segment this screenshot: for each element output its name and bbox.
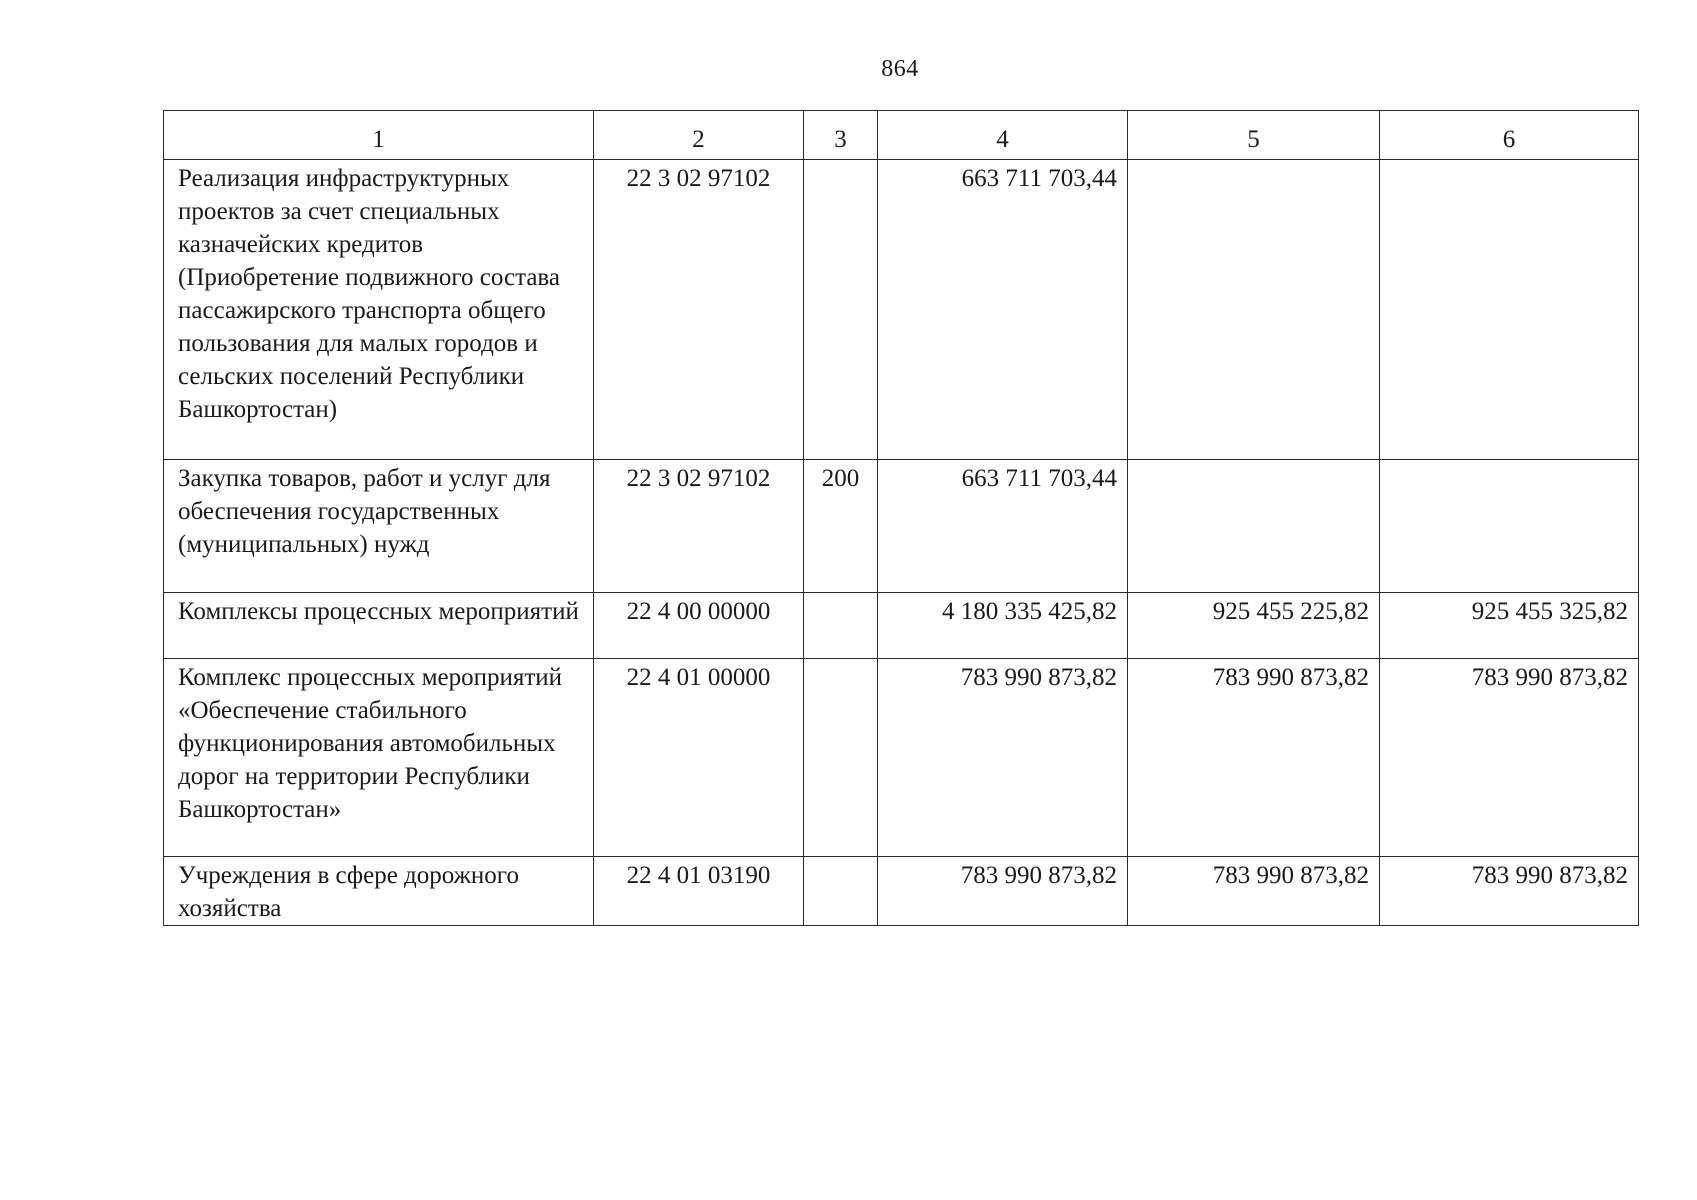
table-row xyxy=(164,857,1639,926)
row-year3: 783 990 873,82 xyxy=(1380,659,1639,857)
row-year1: 663 711 703,44 xyxy=(878,160,1128,460)
row-type xyxy=(804,659,878,857)
table-header-row xyxy=(164,111,1639,160)
budget-table xyxy=(163,110,1639,926)
column-header-year1: 4 xyxy=(878,111,1128,160)
row-year3: 925 455 325,82 xyxy=(1380,593,1639,659)
page-number: 864 xyxy=(881,56,919,82)
row-year2: 925 455 225,82 xyxy=(1128,593,1380,659)
column-header-code: 2 xyxy=(594,111,804,160)
row-year2 xyxy=(1128,160,1380,460)
row-name: Реализация инфраструктурных проектов за счет специальных казначейских кредитов (Приобретение подвижного состава пассажирского транспорта общего пользования для малых городов и сельских поселений Республики Башкортостан) xyxy=(164,160,594,460)
row-year1: 783 990 873,82 xyxy=(878,857,1128,926)
row-type xyxy=(804,593,878,659)
row-code: 22 3 02 97102 xyxy=(594,160,804,460)
row-year3 xyxy=(1380,160,1639,460)
column-header-year3: 6 xyxy=(1380,111,1639,160)
row-year3: 783 990 873,82 xyxy=(1380,857,1639,926)
row-year1: 663 711 703,44 xyxy=(878,460,1128,593)
column-header-name: 1 xyxy=(164,111,594,160)
table-row xyxy=(164,160,1639,460)
table-row xyxy=(164,659,1639,857)
table-row xyxy=(164,593,1639,659)
row-code: 22 4 01 03190 xyxy=(594,857,804,926)
row-year2: 783 990 873,82 xyxy=(1128,857,1380,926)
row-year2 xyxy=(1128,460,1380,593)
row-type: 200 xyxy=(804,460,878,593)
column-header-type: 3 xyxy=(804,111,878,160)
column-header-year2: 5 xyxy=(1128,111,1380,160)
row-code: 22 4 01 00000 xyxy=(594,659,804,857)
row-type xyxy=(804,857,878,926)
row-year1: 783 990 873,82 xyxy=(878,659,1128,857)
row-name: Учреждения в сфере дорожного хозяйства xyxy=(164,857,594,926)
row-name: Комплексы процессных мероприятий xyxy=(164,593,594,659)
row-type xyxy=(804,160,878,460)
row-year1: 4 180 335 425,82 xyxy=(878,593,1128,659)
row-name: Комплекс процессных мероприятий «Обеспечение стабильного функционирования автомобильных дорог на территории Республики Башкортостан» xyxy=(164,659,594,857)
row-code: 22 4 00 00000 xyxy=(594,593,804,659)
row-code: 22 3 02 97102 xyxy=(594,460,804,593)
row-year3 xyxy=(1380,460,1639,593)
row-name: Закупка товаров, работ и услуг для обеспечения государственных (муниципальных) нужд xyxy=(164,460,594,593)
row-year2: 783 990 873,82 xyxy=(1128,659,1380,857)
table-row xyxy=(164,460,1639,593)
